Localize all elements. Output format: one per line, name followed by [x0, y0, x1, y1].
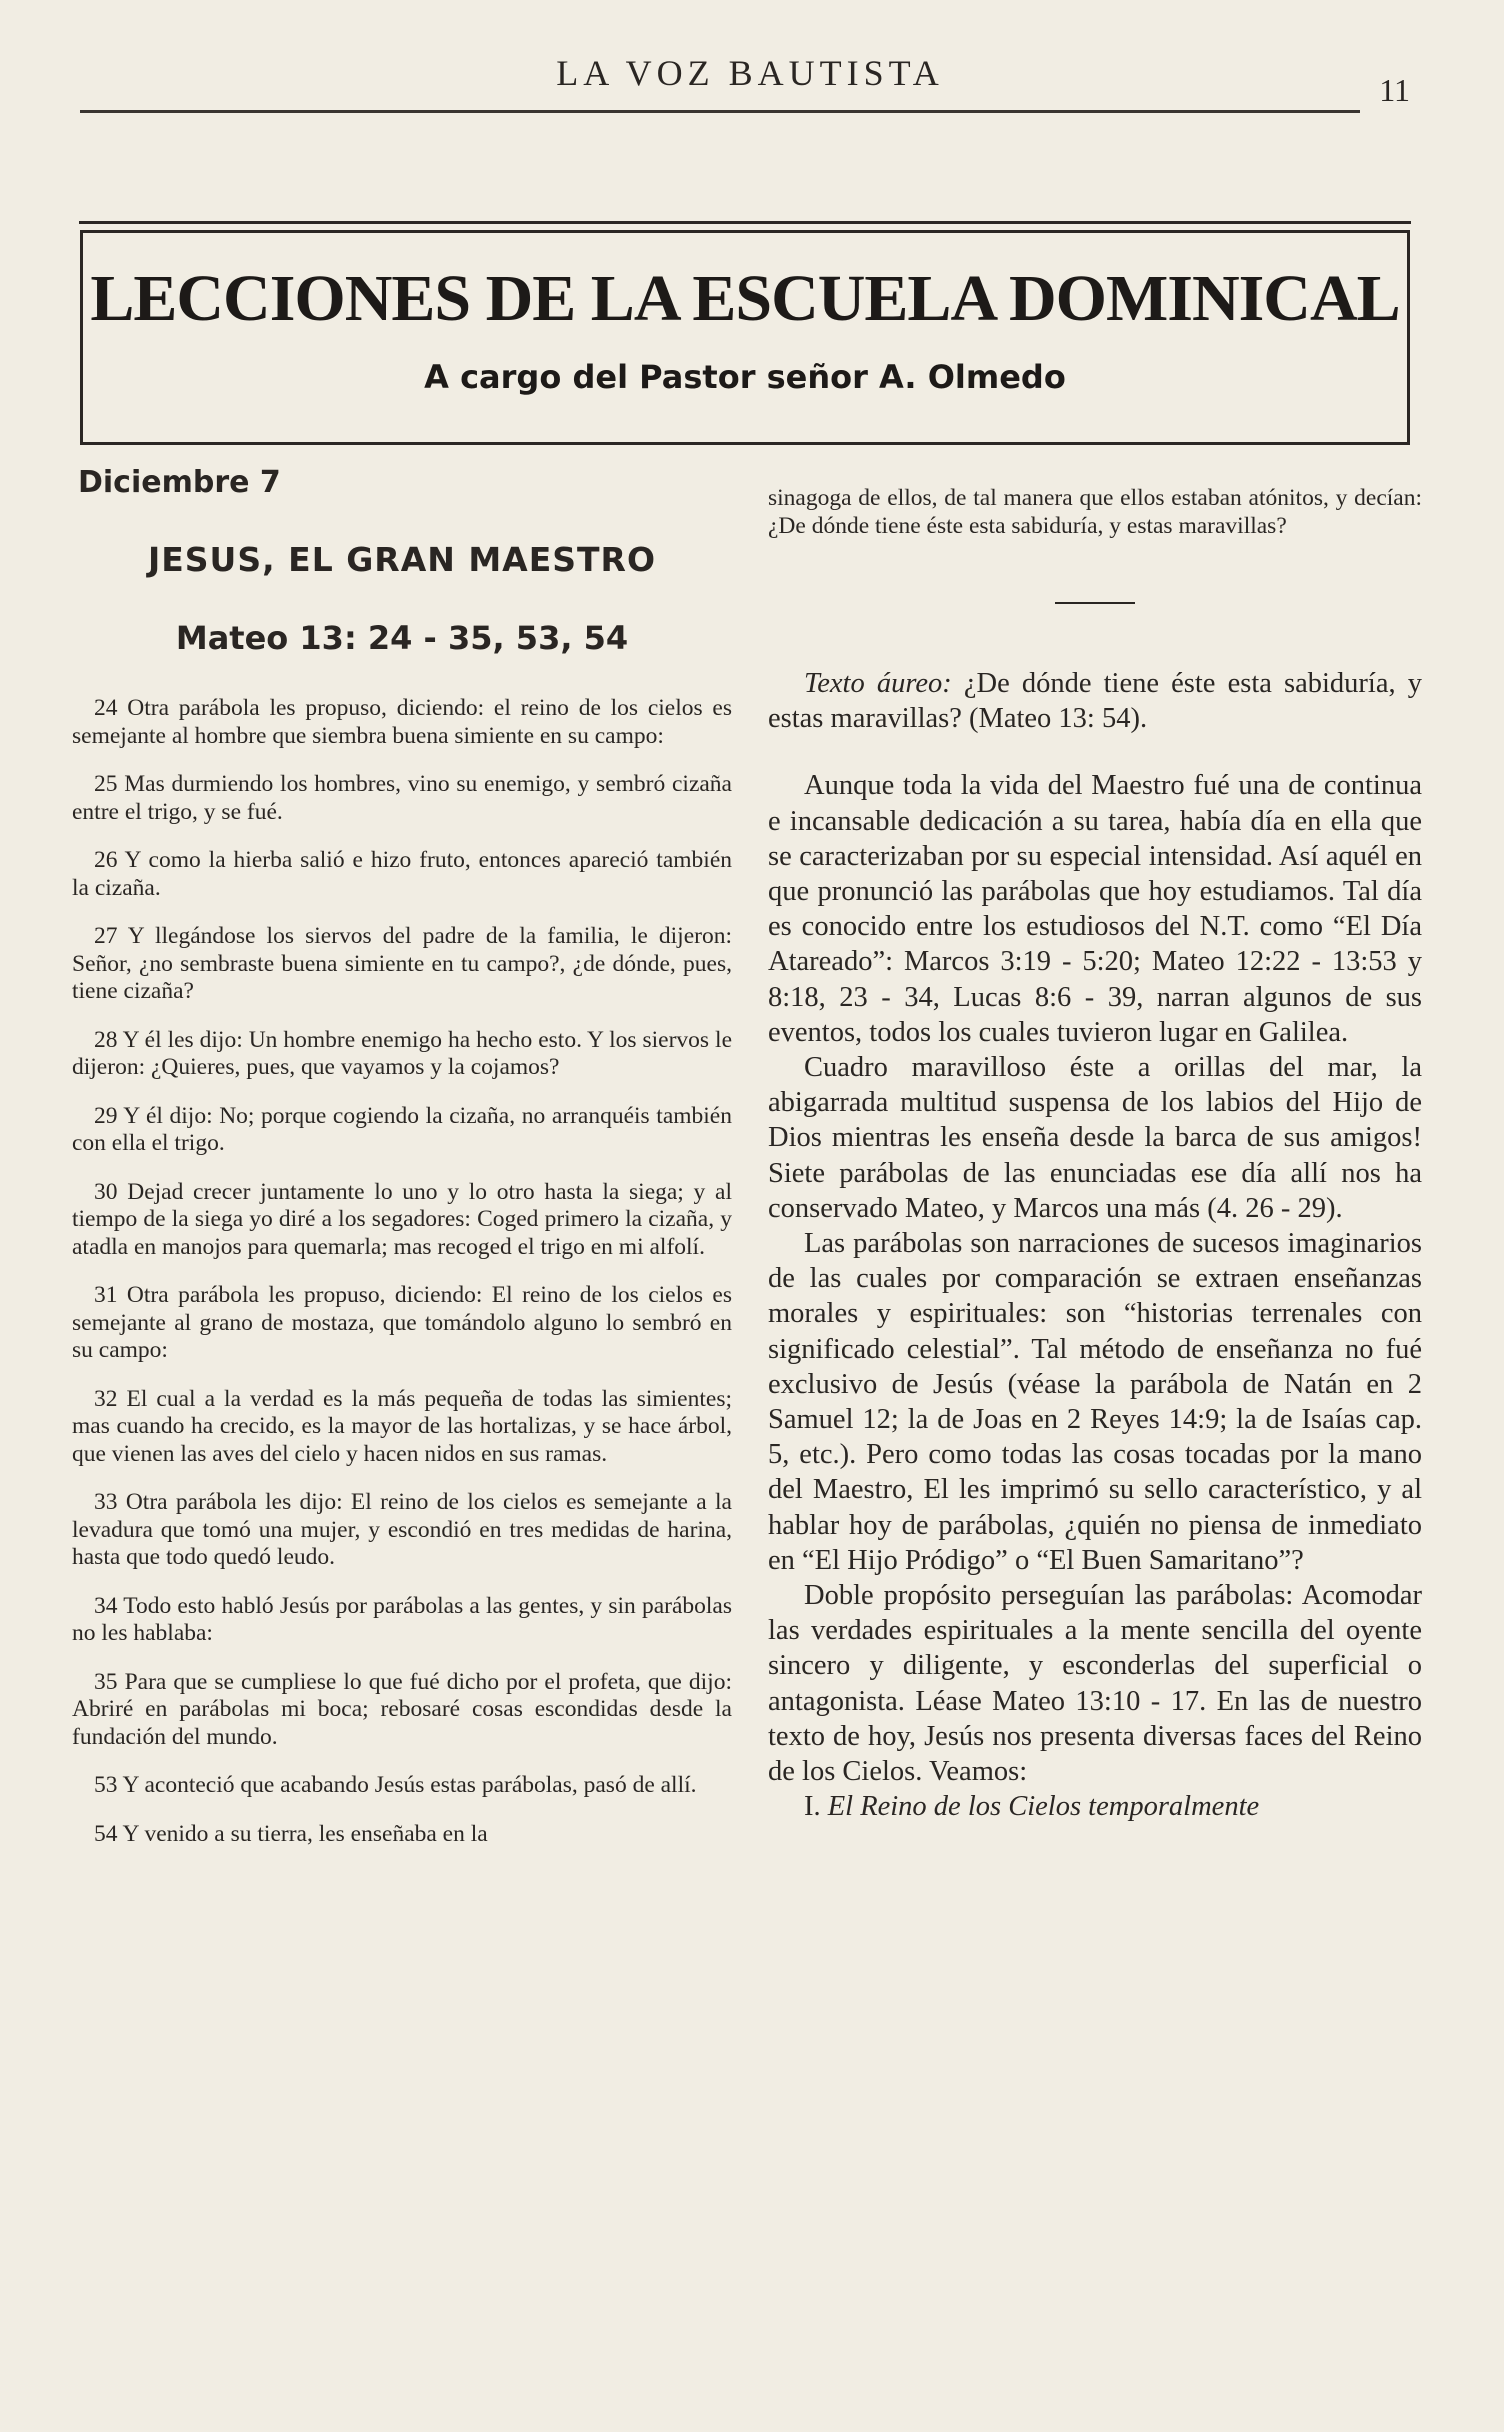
magazine-name: LA VOZ BAUTISTA [556, 53, 944, 93]
verse-32: 32 El cual a la verdad es la más pequeña de todas las simientes; mas cuando ha crecido, es la mayor de las hortalizas, y se hace árbol, que vienen las aves del cielo y hacen nidos en sus ramas. [72, 1385, 732, 1467]
right-column [768, 485, 1422, 1825]
golden-text-body: ¿De dónde tiene éste esta sabiduría, y estas maravillas? (Mateo 13: 54). [768, 668, 1422, 735]
verse-24: 24 Otra parábola les propuso, diciendo: el reino de los cielos es semejante al hombre que siembra buena simiente en su campo: [72, 695, 732, 749]
verse-31: 31 Otra parábola les propuso, diciendo: El reino de los cielos es semejante al grano de mostaza, que tomándolo alguno lo sembró en su campo: [72, 1282, 732, 1363]
verse-54: 54 Y venido a su tierra, les enseñaba en la [94, 1820, 488, 1847]
running-head [80, 44, 1420, 114]
header-rule [80, 110, 1360, 113]
verse-29: 29 Y él dijo: No; porque cogiendo la cizaña, no arranquéis también con ella el trigo. [72, 1102, 732, 1156]
golden-text [768, 666, 1422, 736]
verse-27: 27 Y llegándose los siervos del padre de la familia, le dijeron: Señor, ¿no sembraste buena simiente en tu campo?, ¿de dónde, pues, tiene cizaña? [72, 923, 732, 1004]
commentary-paragraph: Doble propósito perseguían las parábolas: Acomodar las verdades espirituales a la mente sencilla del oyente sincero y diligente, y esconderlas del superficial o antagonista. Léase Mateo 13:10 - 17. En las de nuestro texto de hoy, Jesús nos presenta diversas faces del Reino de los Cielos. Veamos: [768, 1580, 1422, 1788]
point-text: El Reino de los Cielos temporalmente [827, 1791, 1260, 1823]
commentary-paragraph: Cuadro maravilloso éste a orillas del mar, la abigarrada multitud suspensa de los labios del Hijo de Dios mientras les enseña desde la barca de sus amigos! Siete parábolas de las enunciadas ese día allí nos ha conservado Mateo, y Marcos una más (4. 26 - 29). [768, 1052, 1422, 1224]
golden-text-label: Texto áureo: [804, 668, 952, 699]
point-heading [768, 1789, 1422, 1824]
verse-26: 26 Y como la hierba salió e hizo fruto, entonces apareció también la cizaña. [72, 847, 732, 901]
page-number: 11 [1379, 72, 1410, 108]
verse-54-continuation: sinagoga de ellos, de tal manera que ellos estaban atónitos, y decían: ¿De dónde tiene éste esta sabiduría, y estas maravillas? [768, 485, 1422, 539]
verse-33: 33 Otra parábola les dijo: El reino de los cielos es semejante a la levadura que tomó una mujer, y escondió en tres medidas de harina, hasta que todo quedó leudo. [72, 1489, 732, 1570]
section-title-box [80, 230, 1410, 445]
verse-25: 25 Mas durmiendo los hombres, vino su enemigo, y sembró cizaña entre el trigo, y se fué. [72, 771, 732, 825]
section-subtitle: A cargo del Pastor señor A. Olmedo [424, 358, 1066, 396]
separator-rule [1055, 602, 1135, 604]
commentary-paragraph: Las parábolas son narraciones de sucesos imaginarios de las cuales por comparación se extraen enseñanzas morales y espirituales: son “historias terrenales con significado celestial”. Tal método de enseñanza no fué exclusivo de Jesús (véase la parábola de Natán en 2 Samuel 12; la de Joas en 2 Reyes 14:9; la de Isaías cap. 5, etc.). Pero como todas las cosas tocadas por la mano del Maestro, El les imprimó su sello característico, y al hablar hoy de parábolas, ¿quién no piensa de inmediato en “El Hijo Pródigo” o “El Buen Samaritano”? [768, 1228, 1422, 1576]
lesson-reference: Mateo 13: 24 - 35, 53, 54 [175, 619, 629, 657]
verse-34: 34 Todo esto habló Jesús por parábolas a las gentes, y sin parábolas no les hablaba: [72, 1592, 732, 1646]
left-column [72, 465, 732, 1869]
verse-28: 28 Y él les dijo: Un hombre enemigo ha hecho esto. Y los siervos le dijeron: ¿Quieres, pues, que vayamos y la cojamos? [72, 1026, 732, 1080]
lesson-title: JESUS, EL GRAN MAESTRO [147, 540, 657, 579]
title-box-top-rule [79, 221, 1411, 224]
point-number: I. [804, 1791, 821, 1823]
verse-35: 35 Para que se cumpliese lo que fué dicho por el profeta, que dijo: Abriré en parábolas mi boca; rebosaré cosas escondidas desde la fundación del mundo. [72, 1668, 732, 1750]
verse-30: 30 Dejad crecer juntamente lo uno y lo otro hasta la siega; y al tiempo de la siega yo diré a los segadores: Coged primero la cizaña, y atadla en manojos para quemarla; mas recoged el trigo en mi alfolí. [72, 1178, 732, 1260]
commentary-paragraph: Aunque toda la vida del Maestro fué una de continua e incansable dedicación a su tarea, había día en ella que se caracterizaban por su especial intensidad. Así aquél en que pronunció las parábolas que hoy estudiamos. Tal día es conocido entre los estudiosos del N.T. como “El Día Atareado”: Marcos 3:19 - 5:20; Mateo 12:22 - 13:53 y 8:18, 23 - 34, Lucas 8:6 - 39, narran algunos de sus eventos, todos los cuales tuvieron lugar en Galilea. [768, 770, 1422, 1048]
verse-53: 53 Y aconteció que acabando Jesús estas parábolas, pasó de allí. [94, 1772, 697, 1798]
lesson-date: Diciembre 7 [78, 465, 281, 500]
section-title: LECCIONES DE LA ESCUELA DOMINICAL [90, 262, 1400, 335]
